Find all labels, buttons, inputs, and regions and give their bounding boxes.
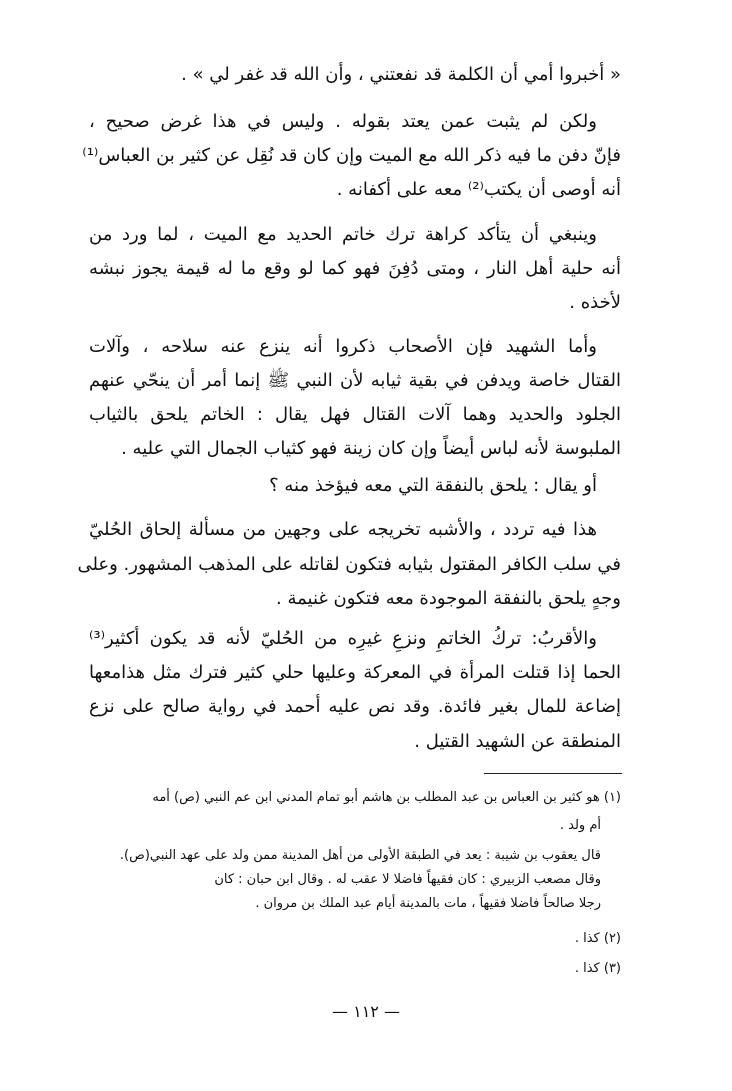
body-line: لأخذه . [569, 292, 621, 313]
footnote-line: وقال مصعب الزبيري : كان فقيهاً فاضلا لا عقب له . وقال ابن حبان : كان [214, 872, 601, 887]
footnote-line: أم ولد . [559, 818, 601, 833]
body-line: في سلب الكافر المقتول بثيابه فتكون لقاتله على المذهب المشهور. وعلى [77, 554, 621, 575]
body-line: الملبوسة لأنه لباس أيضاً وإن كان زينة فهو كثياب الجمال التي عليه . [121, 438, 621, 459]
body-line: المنطقة عن الشهيد القتيل . [414, 731, 621, 752]
footnote-line: رجلا صالحاً فاضلا فقيهاً ، مات بالمدينة أيام عبد الملك بن مروان . [255, 896, 601, 911]
body-line: وينبغي أن يتأكد كراهة ترك خاتم الحديد مع الميت ، لما ورد من [89, 224, 597, 245]
body-line: وجهٍ يلحق بالنفقة الموجودة معه فتكون غنيمة . [276, 588, 621, 609]
page-number: — ١١٢ — [332, 1002, 400, 1021]
footnote-line: قال يعقوب بن شيبة : يعد في الطبقة الأولى من أهل المدينة ممن ولد على عهد النبي(ص). [119, 848, 601, 863]
body-line: هذا فيه تردد ، والأشبه تخريجه على وجهين من مسألة إلحاق الحُليّ [89, 519, 597, 540]
body-line: الحما إذا قتلت المرأة في المعركة وعليها حلي كثير فترك مثل هذامعها [89, 662, 621, 683]
body-line: الجلود والحديد وهما آلات القتال فهل يقال : الخاتم يلحق بالثياب [89, 404, 621, 425]
body-line: وأما الشهيد فإن الأصحاب ذكروا أنه ينزع عنه سلاحه ، وآلات [89, 336, 597, 357]
footnote-line: (٣) كذا . [574, 961, 621, 976]
body-line: والأقربُ: تركُ الخاتمِ ونزعِ غيرِه من الحُليّ لأنه قد يكون أكثير⁽³⁾ [89, 628, 597, 649]
footnote-line: (١) هو كثير بن العباس بن عبد المطلب بن هاشم أبو تمام المدني ابن عم النبي (ص) أمه [152, 790, 621, 805]
body-line: إضاعة للمال بغير فائدة. وقد نص عليه أحمد في رواية صالح على نزع [89, 696, 621, 717]
footnote-line: (٢) كذا . [574, 931, 621, 946]
body-line: « أخبروا أمي أن الكلمة قد نفعتني ، وأن الله قد غفر لي » . [181, 64, 621, 85]
footnote-separator [484, 773, 622, 774]
body-line: أنه أوصى أن يكتب⁽²⁾ معه على أكفانه . [336, 179, 621, 200]
body-line: القتال خاصة ويدفن في بقية ثيابه لأن النبي ﷺ إنما أمر أن ينحّي عنهم [89, 370, 621, 391]
body-line: أنه حلية أهل النار ، ومتى دُفِنَ فهو كما لو وقع ما له قيمة يجوز نبشه [89, 258, 621, 279]
body-line: فإنّ دفن ما فيه ذكر الله مع الميت وإن كان قد نُقِل عن كثير بن العباس⁽¹⁾ [82, 145, 621, 166]
body-line: ولكن لم يثبت عمن يعتد بقوله . وليس في هذا غرض صحيح ، [89, 111, 597, 132]
body-line: أو يقال : يلحق بالنفقة التي معه فيؤخذ منه ؟ [269, 475, 597, 496]
